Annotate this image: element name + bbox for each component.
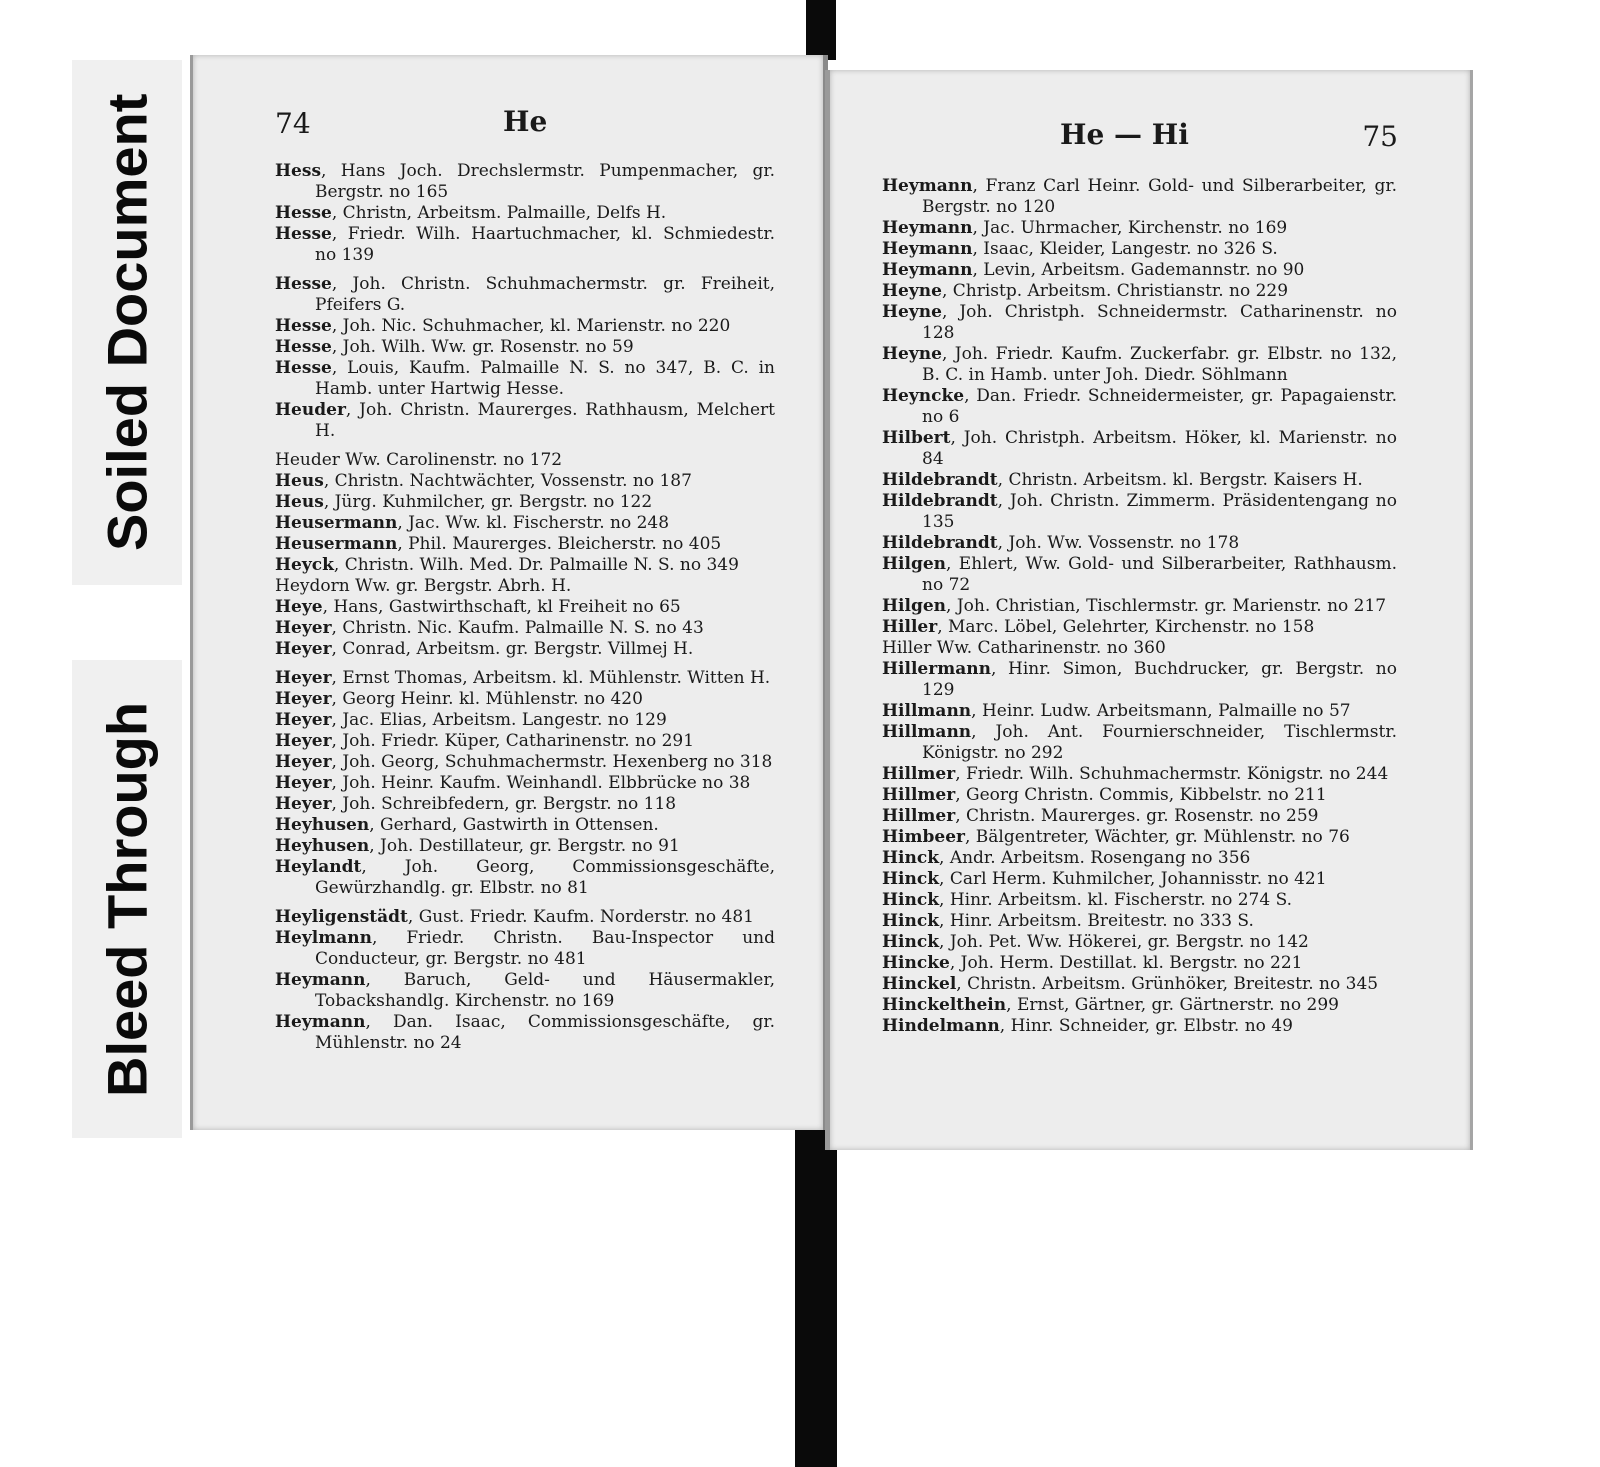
directory-entry: Hess, Hans Joch. Drechslermstr. Pumpenmacher, gr. Bergstr. no 165: [275, 161, 775, 202]
directory-entry: Hillmann, Joh. Ant. Fournierschneider, Tischlermstr. Königstr. no 292: [882, 722, 1397, 763]
directory-entry: Hildebrandt, Christn. Arbeitsm. kl. Bergstr. Kaisers H.: [882, 470, 1363, 490]
directory-entry: Heyne, Joh. Christph. Schneidermstr. Catharinenstr. no 128: [882, 302, 1397, 343]
soiled-label-text: Soiled Document: [95, 93, 159, 552]
directory-entry: Hillmer, Friedr. Wilh. Schuhmachermstr. Königstr. no 244: [882, 764, 1389, 784]
directory-entry: Himbeer, Bälgentreter, Wächter, gr. Mühlenstr. no 76: [882, 827, 1350, 847]
spine-bottom: [795, 1125, 837, 1467]
directory-entry: Hinck, Andr. Arbeitsm. Rosengang no 356: [882, 848, 1251, 868]
entry-list: [275, 161, 775, 1054]
directory-entry: Heyne, Christp. Arbeitsm. Christianstr. no 229: [882, 281, 1289, 301]
directory-entry: Hiller, Marc. Löbel, Gelehrter, Kirchenstr. no 158: [882, 617, 1315, 637]
directory-entry: Heus, Christn. Nachtwächter, Vossenstr. no 187: [275, 471, 692, 491]
directory-entry: Heyligenstädt, Gust. Friedr. Kaufm. Norderstr. no 481: [275, 907, 754, 927]
spine-top: [806, 0, 836, 60]
directory-entry: Heyer, Joh. Georg, Schuhmachermstr. Hexenberg no 318: [275, 752, 773, 772]
directory-entry: Heymann, Baruch, Geld- und Häusermakler, Tobackshandlg. Kirchenstr. no 169: [275, 970, 775, 1011]
directory-entry: Heymann, Dan. Isaac, Commissionsgeschäfte, gr. Mühlenstr. no 24: [275, 1012, 775, 1053]
directory-entry: Hinck, Joh. Pet. Ww. Hökerei, gr. Bergstr. no 142: [882, 932, 1309, 952]
directory-entry: Hildebrandt, Joh. Christn. Zimmerm. Präsidentengang no 135: [882, 491, 1397, 532]
directory-entry: Heyer, Joh. Friedr. Küper, Catharinenstr. no 291: [275, 731, 695, 751]
directory-entry: Hesse, Friedr. Wilh. Haartuchmacher, kl. Schmiedestr. no 139: [275, 224, 775, 265]
directory-entry: Hesse, Joh. Wilh. Ww. gr. Rosenstr. no 59: [275, 337, 634, 357]
directory-entry: Heusermann, Phil. Maurerges. Bleicherstr. no 405: [275, 534, 722, 554]
page-number: 75: [1362, 120, 1398, 153]
running-head: He: [503, 105, 548, 138]
directory-entry: Heyer, Georg Heinr. kl. Mühlenstr. no 420: [275, 689, 643, 709]
directory-entry: Heyne, Joh. Friedr. Kaufm. Zuckerfabr. gr. Elbstr. no 132, B. C. in Hamb. unter Joh. Diedr. Söhlmann: [882, 344, 1397, 385]
directory-entry: Hinckel, Christn. Arbeitsm. Grünhöker, Breitestr. no 345: [882, 974, 1379, 994]
bleed-label-text: Bleed Through: [95, 701, 159, 1097]
directory-entry: Hinck, Hinr. Arbeitsm. Breitestr. no 333 S.: [882, 911, 1254, 931]
directory-entry: Heyer, Jac. Elias, Arbeitsm. Langestr. no 129: [275, 710, 667, 730]
directory-entry: Hinck, Carl Herm. Kuhmilcher, Johannisstr. no 421: [882, 869, 1327, 889]
directory-entry: Hincke, Joh. Herm. Destillat. kl. Bergstr. no 221: [882, 953, 1303, 973]
directory-entry: Heyhusen, Joh. Destillateur, gr. Bergstr. no 91: [275, 836, 680, 856]
directory-entry: Heyhusen, Gerhard, Gastwirth in Ottensen.: [275, 815, 659, 835]
directory-entry: Heyer, Ernst Thomas, Arbeitsm. kl. Mühlenstr. Witten H.: [275, 668, 771, 688]
directory-entry: Hillmann, Heinr. Ludw. Arbeitsmann, Palmaille no 57: [882, 701, 1351, 721]
directory-entry: Hiller Ww. Catharinenstr. no 360: [882, 638, 1166, 658]
directory-entry: Hindelmann, Hinr. Schneider, gr. Elbstr. no 49: [882, 1016, 1293, 1036]
left-page: [190, 55, 828, 1130]
soiled-document-label: [72, 60, 182, 585]
directory-entry: Heyncke, Dan. Friedr. Schneidermeister, gr. Papagaienstr. no 6: [882, 386, 1397, 427]
directory-entry: Hildebrandt, Joh. Ww. Vossenstr. no 178: [882, 533, 1240, 553]
directory-entry: Heyer, Conrad, Arbeitsm. gr. Bergstr. Villmej H.: [275, 639, 694, 659]
directory-entry: Heymann, Jac. Uhrmacher, Kirchenstr. no 169: [882, 218, 1288, 238]
directory-entry: Heuder, Joh. Christn. Maurerges. Rathhausm, Melchert H.: [275, 400, 775, 441]
directory-entry: Hesse, Christn, Arbeitsm. Palmaille, Delfs H.: [275, 203, 667, 223]
right-page: [825, 70, 1473, 1150]
directory-entry: Heymann, Franz Carl Heinr. Gold- und Silberarbeiter, gr. Bergstr. no 120: [882, 176, 1397, 217]
directory-entry: Hilgen, Ehlert, Ww. Gold- und Silberarbeiter, Rathhausm. no 72: [882, 554, 1397, 595]
directory-entry: Hesse, Joh. Nic. Schuhmacher, kl. Marienstr. no 220: [275, 316, 731, 336]
directory-entry: Heylmann, Friedr. Christn. Bau-Inspector und Conducteur, gr. Bergstr. no 481: [275, 928, 775, 969]
directory-entry: Heus, Jürg. Kuhmilcher, gr. Bergstr. no 122: [275, 492, 653, 512]
directory-entry: Hinck, Hinr. Arbeitsm. kl. Fischerstr. no 274 S.: [882, 890, 1293, 910]
directory-entry: Hillmer, Georg Christn. Commis, Kibbelstr. no 211: [882, 785, 1327, 805]
directory-entry: Heuder Ww. Carolinenstr. no 172: [275, 450, 563, 470]
directory-entry: Hillmer, Christn. Maurerges. gr. Rosenstr. no 259: [882, 806, 1319, 826]
directory-entry: Hilgen, Joh. Christian, Tischlermstr. gr. Marienstr. no 217: [882, 596, 1387, 616]
bleed-through-label: [72, 660, 182, 1138]
directory-entry: Hesse, Louis, Kaufm. Palmaille N. S. no 347, B. C. in Hamb. unter Hartwig Hesse.: [275, 358, 775, 399]
directory-entry: Heymann, Levin, Arbeitsm. Gademannstr. no 90: [882, 260, 1305, 280]
running-head: He — Hi: [1060, 118, 1189, 151]
directory-entry: Hillermann, Hinr. Simon, Buchdrucker, gr. Bergstr. no 129: [882, 659, 1397, 700]
directory-entry: Heyer, Joh. Schreibfedern, gr. Bergstr. no 118: [275, 794, 677, 814]
directory-entry: Heydorn Ww. gr. Bergstr. Abrh. H.: [275, 576, 572, 596]
directory-entry: Heusermann, Jac. Ww. kl. Fischerstr. no 248: [275, 513, 670, 533]
directory-entry: Heymann, Isaac, Kleider, Langestr. no 326 S.: [882, 239, 1278, 259]
directory-entry: Heye, Hans, Gastwirthschaft, kl Freiheit no 65: [275, 597, 681, 617]
entry-list: [882, 176, 1397, 1037]
directory-entry: Hilbert, Joh. Christph. Arbeitsm. Höker, kl. Marienstr. no 84: [882, 428, 1397, 469]
page-number: 74: [275, 107, 311, 140]
directory-entry: Heyer, Joh. Heinr. Kaufm. Weinhandl. Elbbrücke no 38: [275, 773, 751, 793]
directory-entry: Hesse, Joh. Christn. Schuhmachermstr. gr. Freiheit, Pfeifers G.: [275, 274, 775, 315]
directory-entry: Heyck, Christn. Wilh. Med. Dr. Palmaille N. S. no 349: [275, 555, 739, 575]
directory-entry: Hinckelthein, Ernst, Gärtner, gr. Gärtnerstr. no 299: [882, 995, 1339, 1015]
directory-entry: Heyer, Christn. Nic. Kaufm. Palmaille N. S. no 43: [275, 618, 704, 638]
directory-entry: Heylandt, Joh. Georg, Commissionsgeschäfte, Gewürzhandlg. gr. Elbstr. no 81: [275, 857, 775, 898]
